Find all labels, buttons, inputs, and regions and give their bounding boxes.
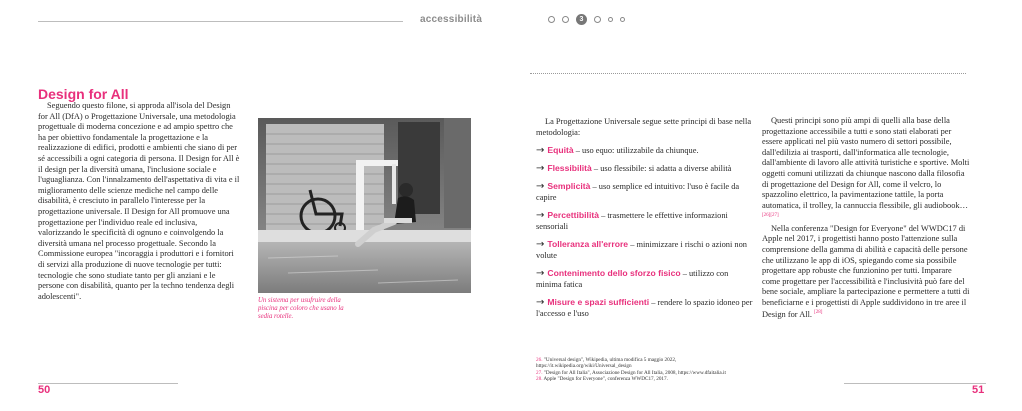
footnote: [536, 376, 766, 382]
principle-name: Contenimento dello sforzo fisico: [547, 268, 681, 278]
footnote-ref[interactable]: [26][27]: [762, 213, 779, 219]
principle-name: Misure e spazi sufficienti: [547, 297, 650, 307]
body-paragraph: [762, 116, 970, 224]
arrow-icon: →: [536, 145, 545, 156]
principle-item: [536, 239, 754, 261]
principle-item: [536, 181, 754, 203]
section-label: accessibilità: [420, 14, 483, 25]
arrow-icon: →: [536, 239, 545, 250]
principles-column: [536, 116, 754, 326]
footnote-number: 26.: [536, 357, 543, 363]
pool-lift-photo: [258, 118, 471, 293]
principle-name: Tolleranza all'errore: [547, 239, 629, 249]
pool-lift-illustration: [258, 118, 471, 293]
photo-caption: Un sistema per usufruire della piscina per coloro che usano la sedia rotelle.: [258, 297, 344, 320]
principles-intro: La Progettazione Universale segue sette principi di base nella metodologia:: [536, 117, 752, 137]
principle-item: [536, 268, 754, 290]
page-pager: [548, 14, 632, 25]
page-number-right: 51: [972, 384, 985, 396]
footnote-ref[interactable]: [28]: [814, 310, 823, 316]
principle-desc: – rendere lo spazio idoneo per l'accesso e l'uso: [536, 298, 753, 318]
principle-desc: – uso flessibile: si adatta a diverse abilità: [591, 164, 732, 173]
principle-desc: – trasmettere le effettive informazioni sensoriali: [536, 211, 728, 231]
section-heading: Design for All: [38, 86, 129, 102]
body-paragraph: [762, 224, 970, 321]
pager-dot[interactable]: [548, 16, 555, 23]
left-body-text: Seguendo questo filone, si approda all'isola del Design for All (DfA) o Progettazione Universale, una metodologia progettuale di moderna concezione e ad ampio spettro che ha per obiettivo fondamentale la progettazione e la realizzazione di edifici, prodotti e ambienti che siano di per sé accessibili a ogni categoria di persona. Il Design for All è il design per la diversità umana, l'inclusione sociale e l'uguaglianza. Con l'innalzamento dell'aspettativa di vita e il miglioramento delle scienze mediche nel campo delle disabilità, è cresciuto in parallelo l'interesse per la progettazione universale. Il Design for All promuove una progettazione per l'individuo reale ed inclusiva, valorizzando le specificità di ognuno e coinvolgendo la diversità umana nel processo progettuale. Secondo la Commissione europea "incoraggia i produttori e i fornitori di servizi alla produzione di nuove tecnologie per tutti: tecnologie che sono studiate tanto per gli anziani e le persone con disabilità, quanto per la techno tendenza degli adolescenti".: [38, 101, 240, 301]
principle-desc: – uso semplice ed intuitivo: l'uso è facile da capire: [536, 182, 740, 202]
footer-rule-left: [38, 383, 178, 384]
arrow-icon: →: [536, 181, 545, 192]
arrow-icon: →: [536, 268, 545, 279]
pager-dot[interactable]: [594, 16, 601, 23]
header-rule-left: [38, 21, 403, 22]
right-body-column: [762, 116, 970, 321]
arrow-icon: →: [536, 210, 545, 221]
principle-item: [536, 210, 754, 232]
principle-item: [536, 145, 754, 156]
pager-dot[interactable]: [608, 17, 613, 22]
pager-dot[interactable]: [620, 17, 625, 22]
principle-desc: – uso equo: utilizzabile da chiunque.: [573, 146, 699, 155]
paragraph-text: Nella conferenza "Design for Everyone" del WWDC17 di Apple nel 2017, i progettisti hanno posto l'attenzione sulla comprensione della gamma di abilità e capacità delle persone che utilizzano le app di iOS, spiegando come sia possibile progettare app robuste che funzionino per tutti. Imparare come progettare per l'accessibilità e l'inclusività può fare del bene sociale, ampliare la partecipazione e permettere a tutti di beneficiarne e i progettisti di Apple suddividono in tre aree il Design for All.: [762, 223, 970, 320]
footnote-number: 27.: [536, 369, 543, 376]
arrow-icon: →: [536, 297, 545, 308]
principle-item: [536, 163, 754, 174]
principle-desc: – utilizzo con minima fatica: [536, 269, 729, 289]
arrow-icon: →: [536, 163, 545, 174]
pager-dot-active[interactable]: 3: [576, 14, 587, 25]
footnotes: [536, 357, 766, 383]
principle-desc: – minimizzare i rischi o azioni non volute: [536, 240, 747, 260]
footnote-text[interactable]: "Design for All Italia", Associazione Design for All Italia, 2008, https://www.dfaitalia.it: [543, 369, 726, 376]
dotted-divider: [530, 73, 966, 74]
footnote-number: 28.: [536, 376, 543, 383]
principle-name: Equità: [547, 145, 574, 155]
paragraph-text: Questi principi sono più ampi di quelli alla base della progettazione accessibile a tutti e sono stati elaborati per essere applicati nel più vasto numero di settori possibile, dall'edilizia ai trasporti, dall'informatica alle tecnologie, dall'ambiente di lavoro alle attività turistiche e sportive. Molti oggetti comuni utilizzati da chiunque nascono dalla filosofia di progettazione del Design for All, come il velcro, lo spazzolino elettrico, la pavimentazione tattile, la porta automatica, il trolley, la cannuccia flessibile, gli audiobook…: [762, 116, 970, 210]
page-number-left: 50: [38, 384, 51, 396]
principle-name: Semplicità: [547, 181, 591, 191]
footnote-text[interactable]: "Universal design", Wikipedia, ultima modifica 5 maggio 2022, https://it.wikipedia.org/wiki/Universal_design: [536, 357, 677, 370]
principle-name: Flessibilità: [547, 163, 592, 173]
principle-name: Percettibilità: [547, 210, 599, 220]
footnote-text: Apple "Design for Everyone", conferenza WWDC17, 2017.: [543, 376, 668, 383]
pager-dot[interactable]: [562, 16, 569, 23]
principle-item: [536, 297, 754, 319]
footnote: [536, 357, 766, 370]
footer-rule-right: [844, 383, 986, 384]
